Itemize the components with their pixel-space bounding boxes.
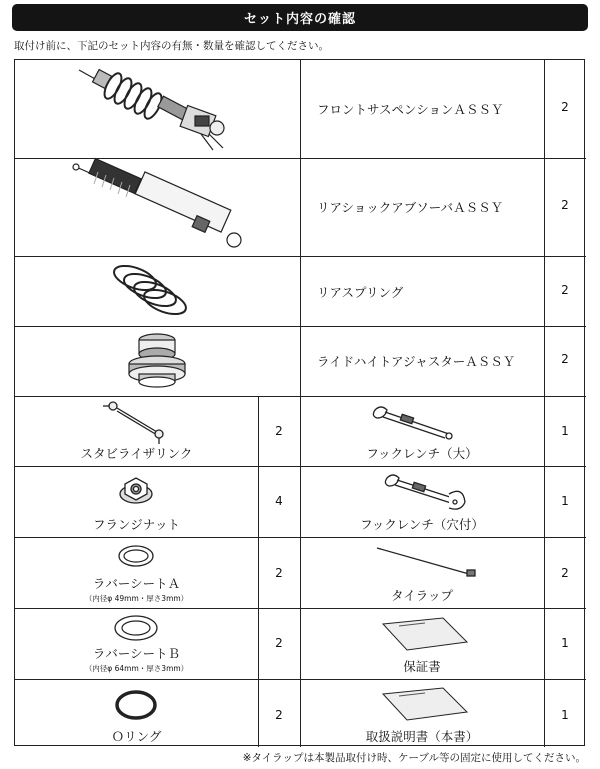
item-name: リアスプリング	[317, 285, 404, 300]
rubber-seat-a-icon	[117, 544, 155, 568]
item-qty: 2	[275, 636, 283, 650]
item-qty: 2	[561, 100, 569, 114]
item-note: （内径φ 49mm・厚さ3mm）	[84, 594, 189, 603]
rear-spring-icon	[113, 262, 193, 320]
item-qty: 2	[561, 352, 569, 366]
item-name: リアショックアブソーバＡＳＳＹ	[317, 200, 504, 215]
col-divider	[544, 60, 545, 747]
item-name: フックレンチ（大）	[366, 446, 478, 461]
item-name: フロントサスペンションＡＳＳＹ	[317, 102, 504, 117]
item-name: フランジナット	[93, 517, 180, 532]
hook-wrench-hole-icon	[383, 472, 467, 514]
item-name: 保証書	[403, 659, 441, 674]
item-qty: 2	[561, 198, 569, 212]
instruction-manual-icon	[381, 686, 469, 722]
ride-height-adjuster-icon	[125, 330, 189, 392]
cable-tie-icon	[375, 546, 479, 578]
item-qty: 2	[561, 283, 569, 297]
item-note: （内径φ 64mm・厚さ3mm）	[84, 664, 189, 673]
item-qty: 2	[275, 566, 283, 580]
item-name: スタビライザリンク	[80, 446, 193, 461]
item-qty: 1	[561, 708, 569, 722]
col-divider	[300, 60, 301, 747]
stabilizer-link-icon	[101, 400, 171, 444]
footnote: ※タイラップは本製品取付け時、ケーブル等の固定に使用してください。	[242, 752, 586, 764]
item-name: ラバーシートＢ	[92, 646, 181, 661]
item-qty: 4	[275, 494, 283, 508]
intro-text: 取付け前に、下記のセット内容の有無・数量を確認してください。	[14, 40, 329, 52]
item-name: 取扱説明書（本書）	[365, 729, 479, 744]
item-qty: 1	[561, 424, 569, 438]
item-name: ラバーシートＡ	[92, 576, 181, 591]
item-qty: 2	[275, 424, 283, 438]
hook-wrench-large-icon	[371, 404, 457, 442]
col-divider	[258, 396, 259, 747]
page-title	[12, 4, 588, 31]
contents-table	[14, 59, 585, 746]
item-name: ライドハイトアジャスターＡＳＳＹ	[317, 354, 516, 369]
rubber-seat-b-icon	[113, 614, 159, 642]
warranty-card-icon	[381, 616, 469, 652]
item-qty: 1	[561, 636, 569, 650]
flange-nut-icon	[119, 474, 153, 506]
item-name: フックレンチ（穴付）	[360, 517, 484, 532]
page-title-text: セット内容の確認	[243, 12, 356, 27]
item-name: タイラップ	[390, 588, 453, 603]
item-qty: 2	[561, 566, 569, 580]
rear-shock-absorber-icon	[70, 162, 250, 254]
item-qty: 1	[561, 494, 569, 508]
item-name: Ｏリング	[111, 729, 162, 744]
o-ring-icon	[115, 690, 157, 720]
item-qty: 2	[275, 708, 283, 722]
front-suspension-icon	[75, 64, 245, 156]
